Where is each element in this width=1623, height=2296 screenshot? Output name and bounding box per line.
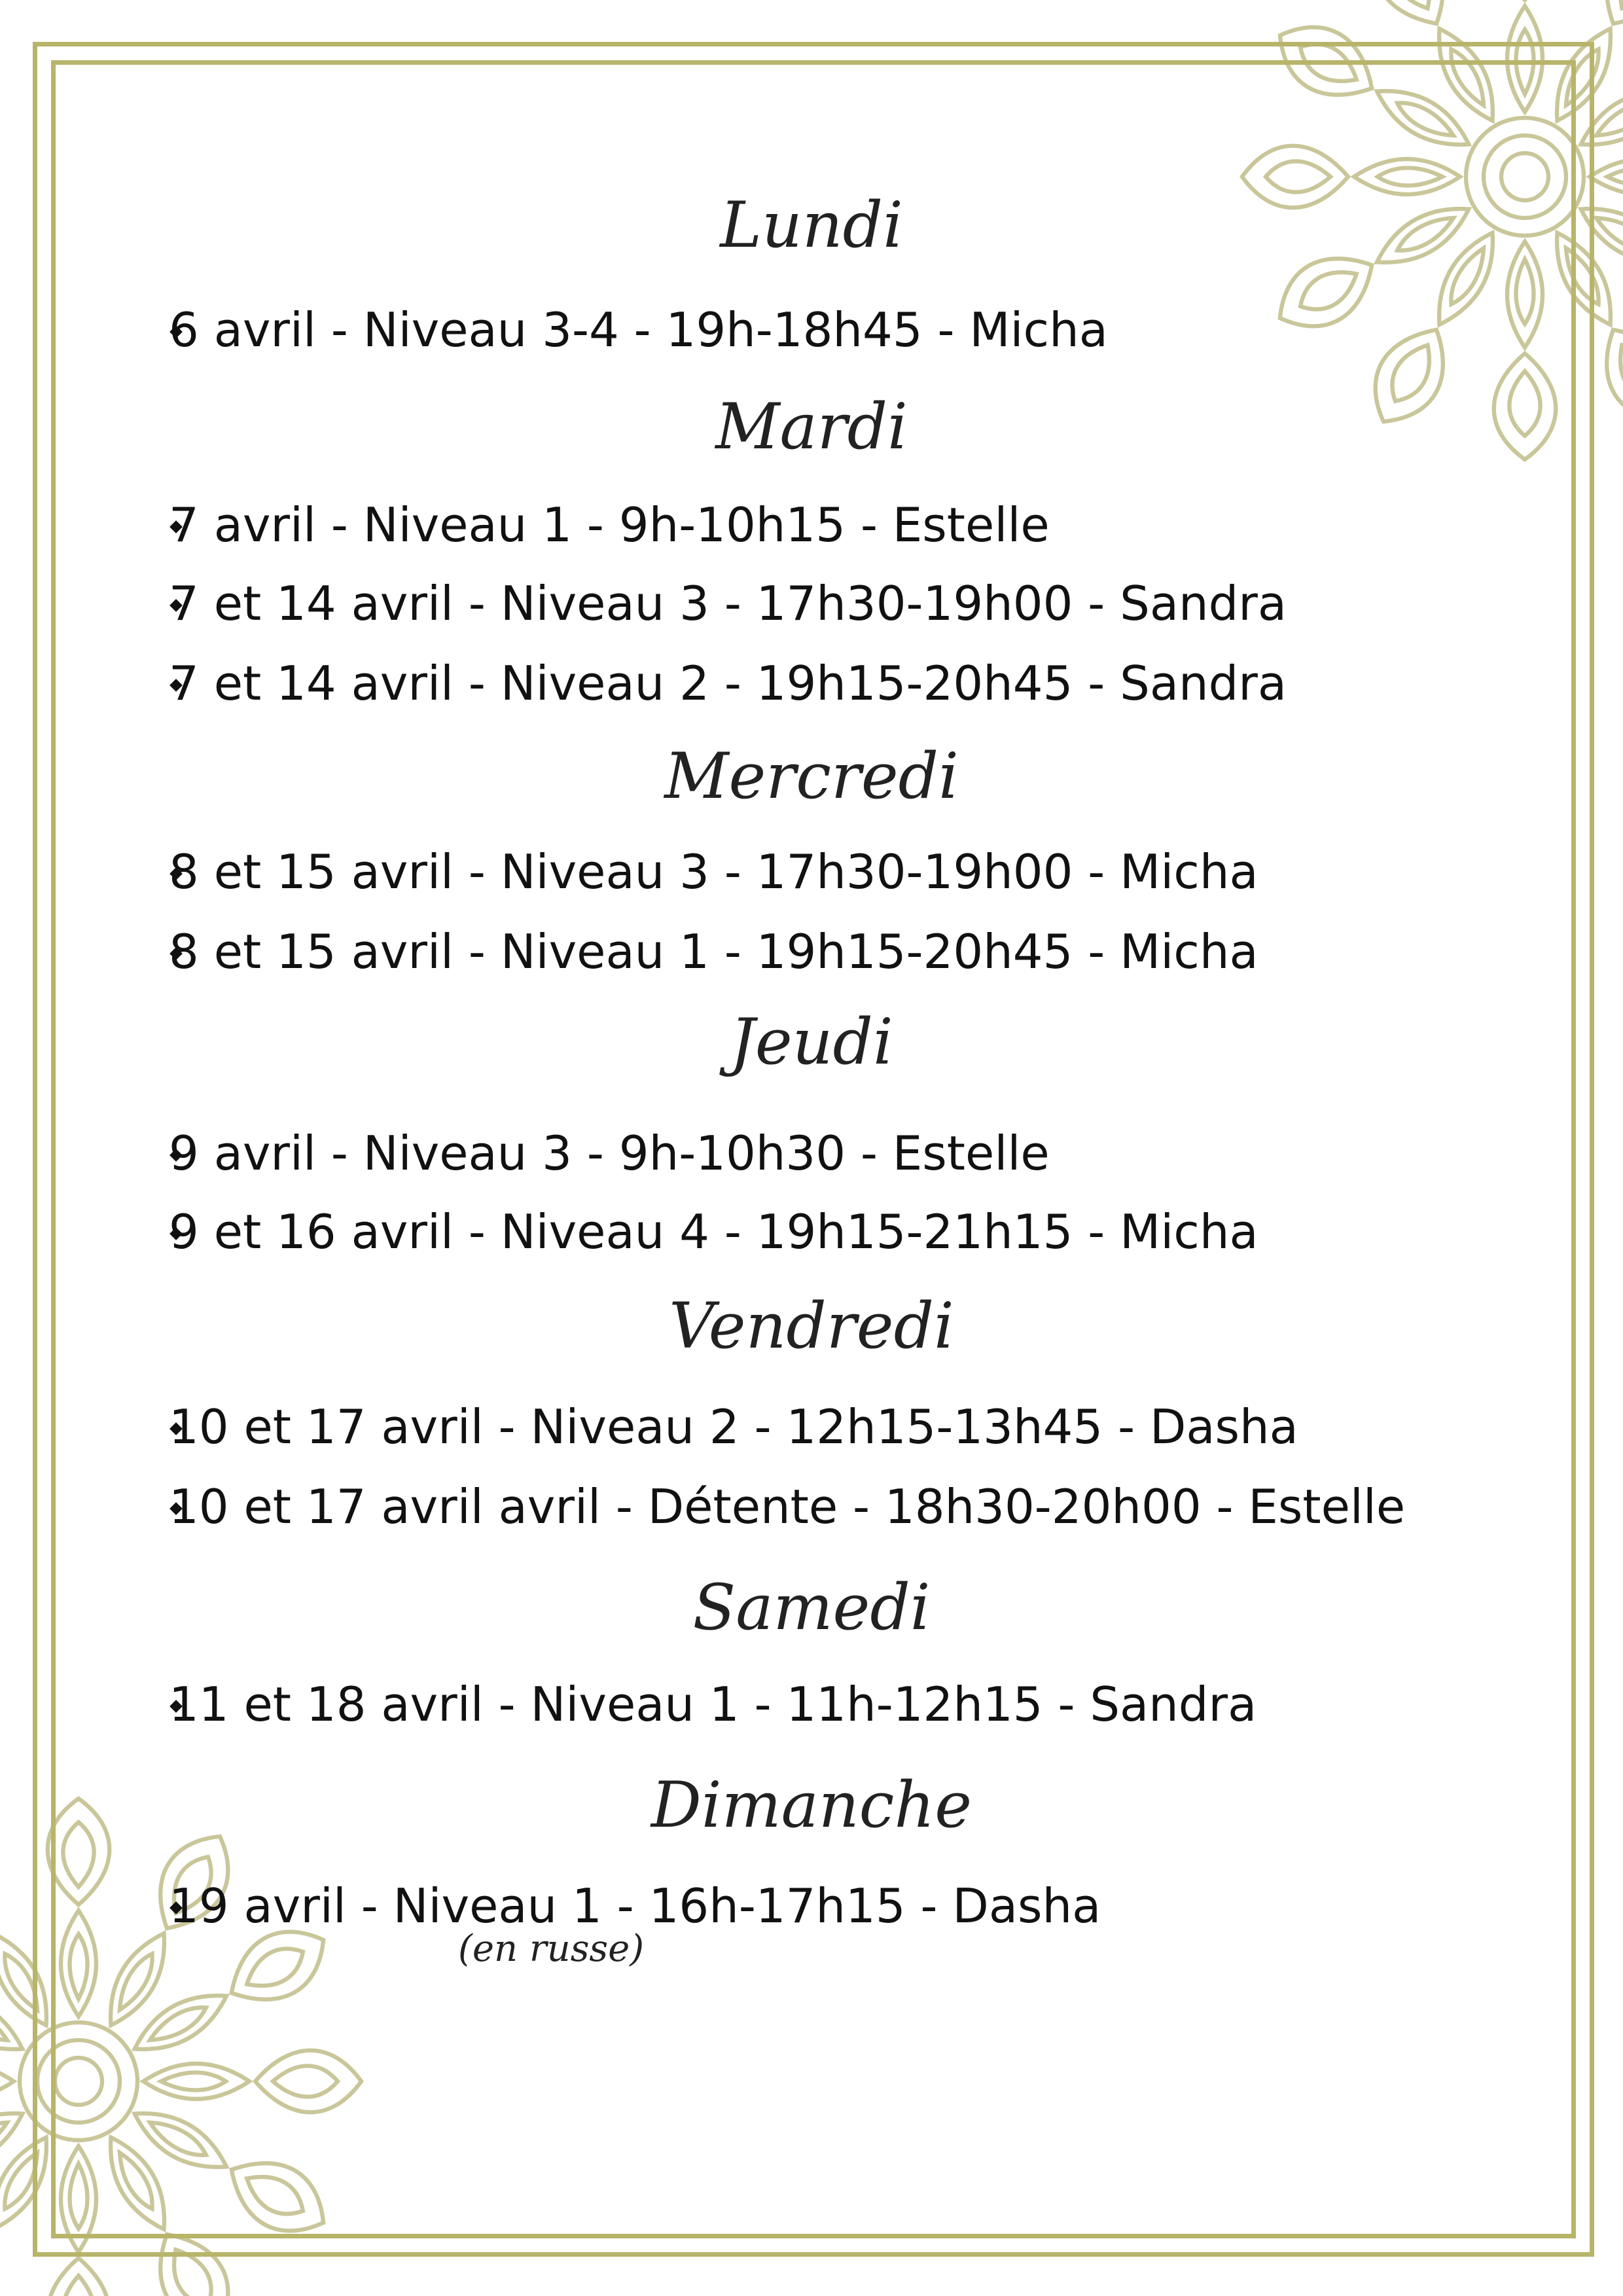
schedule-entry: 10 et 17 avril - Niveau 2 - 12h15-13h45 - Dasha	[169, 1399, 1298, 1454]
day-heading-dimanche: Dimanche	[651, 1768, 972, 1842]
day-heading-jeudi: Jeudi	[730, 1005, 893, 1079]
day-heading-lundi: Lundi	[720, 188, 903, 262]
day-heading-mercredi: Mercredi	[664, 740, 959, 813]
schedule-entry: 8 et 15 avril - Niveau 3 - 17h30-19h00 - Micha	[169, 844, 1258, 899]
schedule-entry: 19 avril - Niveau 1 - 16h-17h15 - Dasha	[169, 1878, 1101, 1933]
day-heading-mardi: Mardi	[715, 390, 908, 463]
day-heading-samedi: Samedi	[692, 1571, 931, 1644]
schedule-entry: 9 avril - Niveau 3 - 9h-10h30 - Estelle	[169, 1126, 1050, 1181]
schedule-entry: 11 et 18 avril - Niveau 1 - 11h-12h15 - Sandra	[169, 1677, 1257, 1732]
schedule-entry: 7 et 14 avril - Niveau 3 - 17h30-19h00 - Sandra	[169, 576, 1287, 631]
schedule-entry: 9 et 16 avril - Niveau 4 - 19h15-21h15 - Micha	[169, 1204, 1258, 1259]
schedule-entry: 10 et 17 avril avril - Détente - 18h30-20h00 - Estelle	[169, 1479, 1406, 1534]
schedule-entry: 8 et 15 avril - Niveau 1 - 19h15-20h45 - Micha	[169, 924, 1258, 979]
schedule-entry: 7 et 14 avril - Niveau 2 - 19h15-20h45 - Sandra	[169, 656, 1287, 711]
schedule-entry: 6 avril - Niveau 3-4 - 19h-18h45 - Micha	[169, 302, 1108, 357]
day-heading-vendredi: Vendredi	[669, 1289, 954, 1363]
language-note: (en russe)	[458, 1928, 645, 1970]
schedule-entry: 7 avril - Niveau 1 - 9h-10h15 - Estelle	[169, 497, 1050, 552]
